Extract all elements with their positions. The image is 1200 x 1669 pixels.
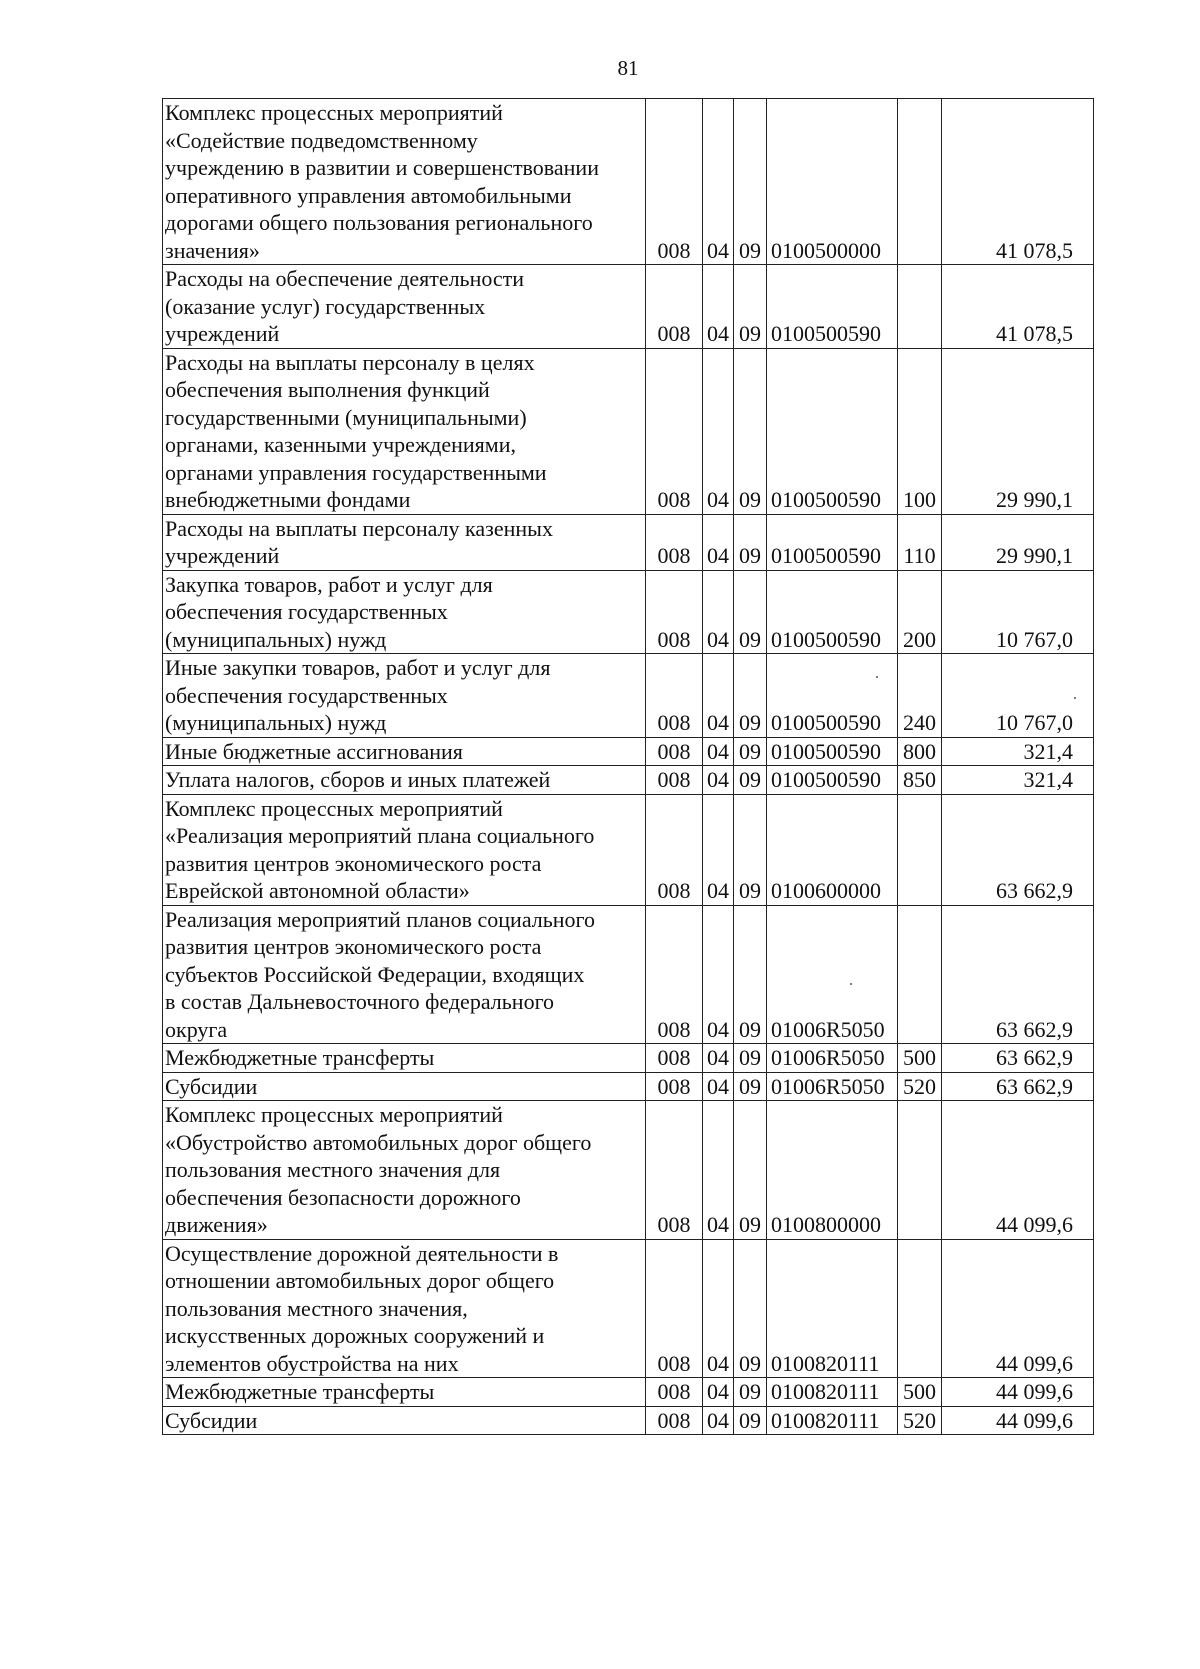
- ministry-code-cell: 008: [646, 1072, 703, 1101]
- ministry-code-cell: 008: [646, 1101, 703, 1240]
- description-cell: [163, 1239, 646, 1378]
- description-cell: [163, 794, 646, 905]
- expense-type-cell: 520: [898, 1072, 942, 1101]
- target-article-cell: 0100820111: [767, 1239, 898, 1378]
- amount-cell: 321,4: [942, 737, 1094, 766]
- subsection-code-cell: 09: [734, 766, 767, 795]
- description-line: дорогами общего пользования регионального: [165, 210, 593, 235]
- description-line: обеспечения государственных: [165, 682, 448, 708]
- target-article-cell: 0100500590: [767, 766, 898, 795]
- section-code-cell: 04: [703, 737, 734, 766]
- description-line: «Содействие подведомственному: [165, 127, 478, 153]
- description-line: округа: [165, 1016, 228, 1042]
- section-code-cell: 04: [703, 766, 734, 795]
- table-row: [163, 570, 1094, 654]
- table-row: [163, 1072, 1094, 1101]
- description-line: Комплекс процессных мероприятий: [165, 1102, 503, 1127]
- target-article-cell: 0100820111: [767, 1406, 898, 1435]
- ministry-code-cell: 008: [646, 514, 703, 570]
- description-line: «Реализация мероприятий плана социального: [165, 823, 595, 848]
- amount-cell: 29 990,1: [942, 514, 1094, 570]
- description-line: (муниципальных) нужд: [165, 626, 387, 652]
- description-line: обеспечения выполнения функций: [165, 377, 490, 402]
- subsection-code-cell: 09: [734, 99, 767, 265]
- description-cell: [163, 1101, 646, 1240]
- table-row: [163, 99, 1094, 265]
- ministry-code-cell: 008: [646, 1406, 703, 1435]
- description-cell: [163, 1044, 646, 1073]
- subsection-code-cell: 09: [734, 1406, 767, 1435]
- section-code-cell: 04: [703, 1101, 734, 1240]
- description-cell: [163, 766, 646, 795]
- description-line: Расходы на обеспечение деятельности: [165, 266, 525, 291]
- description-line: Субсидии: [165, 1073, 258, 1099]
- target-article-cell: 01006R5050: [767, 905, 898, 1044]
- expense-type-cell: 100: [898, 348, 942, 514]
- section-code-cell: 04: [703, 99, 734, 265]
- description-line: обеспечения государственных: [165, 599, 448, 624]
- amount-cell: 63 662,9: [942, 1044, 1094, 1073]
- section-code-cell: 04: [703, 1378, 734, 1407]
- description-line: Межбюджетные трансферты: [165, 1045, 435, 1070]
- description-line: развития центров экономического роста: [165, 850, 542, 876]
- subsection-code-cell: 09: [734, 1378, 767, 1407]
- section-code-cell: 04: [703, 794, 734, 905]
- description-line: элементов обустройства на них: [165, 1350, 459, 1376]
- description-line: Расходы на выплаты персоналу казенных: [165, 515, 553, 541]
- budget-table-body: [163, 99, 1094, 1435]
- description-line: субъектов Российской Федерации, входящих: [165, 961, 585, 987]
- expense-type-cell: 240: [898, 654, 942, 738]
- amount-cell: 41 078,5: [942, 99, 1094, 265]
- subsection-code-cell: 09: [734, 737, 767, 766]
- section-code-cell: 04: [703, 265, 734, 349]
- description-line: Уплата налогов, сборов и иных платежей: [165, 767, 551, 792]
- ministry-code-cell: 008: [646, 654, 703, 738]
- description-line: Расходы на выплаты персоналу в целях: [165, 349, 535, 375]
- ministry-code-cell: 008: [646, 265, 703, 349]
- expense-type-cell: [898, 905, 942, 1044]
- subsection-code-cell: 09: [734, 654, 767, 738]
- description-line: (оказание услуг) государственных: [165, 293, 486, 319]
- table-row: [163, 1044, 1094, 1073]
- expense-type-cell: 800: [898, 737, 942, 766]
- section-code-cell: 04: [703, 1406, 734, 1435]
- target-article-cell: 0100500590: [767, 265, 898, 349]
- description-line: обеспечения безопасности дорожного: [165, 1184, 521, 1210]
- target-article-cell: 0100500590: [767, 654, 898, 738]
- target-article-cell: 01006R5050: [767, 1072, 898, 1101]
- description-line: Комплекс процессных мероприятий: [165, 795, 503, 821]
- description-line: Межбюджетные трансферты: [165, 1379, 435, 1404]
- subsection-code-cell: 09: [734, 514, 767, 570]
- table-row: [163, 794, 1094, 905]
- description-line: движения»: [165, 1212, 268, 1237]
- description-cell: [163, 905, 646, 1044]
- description-cell: [163, 1406, 646, 1435]
- table-row: [163, 1239, 1094, 1378]
- subsection-code-cell: 09: [734, 905, 767, 1044]
- description-line: Иные бюджетные ассигнования: [165, 738, 463, 764]
- section-code-cell: 04: [703, 1072, 734, 1101]
- description-line: органами, казенными учреждениями,: [165, 432, 516, 457]
- table-row: [163, 1406, 1094, 1435]
- section-code-cell: 04: [703, 1239, 734, 1378]
- description-line: Закупка товаров, работ и услуг для: [165, 571, 493, 597]
- ministry-code-cell: 008: [646, 905, 703, 1044]
- description-cell: [163, 265, 646, 349]
- target-article-cell: 0100800000: [767, 1101, 898, 1240]
- description-line: Иные закупки товаров, работ и услуг для: [165, 655, 551, 680]
- description-line: внебюджетными фондами: [165, 487, 411, 512]
- target-article-cell: 0100820111: [767, 1378, 898, 1407]
- description-line: (муниципальных) нужд: [165, 710, 387, 735]
- expense-type-cell: [898, 1101, 942, 1240]
- amount-cell: 63 662,9: [942, 1072, 1094, 1101]
- table-row: [163, 1378, 1094, 1407]
- description-line: пользования местного значения,: [165, 1295, 468, 1321]
- table-row: [163, 348, 1094, 514]
- target-article-cell: 0100500590: [767, 570, 898, 654]
- page-number: 81: [617, 56, 639, 80]
- description-line: значения»: [165, 237, 260, 263]
- ministry-code-cell: 008: [646, 737, 703, 766]
- description-line: развития центров экономического роста: [165, 934, 542, 959]
- section-code-cell: 04: [703, 514, 734, 570]
- description-line: пользования местного значения для: [165, 1157, 501, 1182]
- expense-type-cell: 500: [898, 1378, 942, 1407]
- table-row: [163, 766, 1094, 795]
- description-line: Субсидии: [165, 1407, 258, 1433]
- subsection-code-cell: 09: [734, 1101, 767, 1240]
- expense-type-cell: [898, 265, 942, 349]
- scan-speck: [1074, 697, 1076, 699]
- description-line: в состав Дальневосточного федерального: [165, 989, 555, 1014]
- expense-type-cell: 520: [898, 1406, 942, 1435]
- description-cell: [163, 1072, 646, 1101]
- amount-cell: 10 767,0: [942, 654, 1094, 738]
- amount-cell: 10 767,0: [942, 570, 1094, 654]
- table-row: [163, 737, 1094, 766]
- subsection-code-cell: 09: [734, 1044, 767, 1073]
- subsection-code-cell: 09: [734, 348, 767, 514]
- amount-cell: 41 078,5: [942, 265, 1094, 349]
- scan-speck: [850, 983, 852, 985]
- amount-cell: 29 990,1: [942, 348, 1094, 514]
- section-code-cell: 04: [703, 654, 734, 738]
- ministry-code-cell: 008: [646, 570, 703, 654]
- amount-cell: 44 099,6: [942, 1406, 1094, 1435]
- expense-type-cell: [898, 99, 942, 265]
- target-article-cell: 01006R5050: [767, 1044, 898, 1073]
- subsection-code-cell: 09: [734, 1239, 767, 1378]
- description-cell: [163, 570, 646, 654]
- expense-type-cell: 850: [898, 766, 942, 795]
- table-row: [163, 265, 1094, 349]
- description-line: Осуществление дорожной деятельности в: [165, 1240, 559, 1266]
- section-code-cell: 04: [703, 905, 734, 1044]
- description-line: учреждению в развитии и совершенствовании: [165, 155, 599, 180]
- table-row: [163, 905, 1094, 1044]
- ministry-code-cell: 008: [646, 348, 703, 514]
- subsection-code-cell: 09: [734, 794, 767, 905]
- expense-type-cell: 110: [898, 514, 942, 570]
- description-line: Еврейской автономной области»: [165, 878, 470, 903]
- description-line: искусственных дорожных сооружений и: [165, 1323, 545, 1348]
- description-line: органами управления государственными: [165, 459, 547, 485]
- description-cell: [163, 514, 646, 570]
- subsection-code-cell: 09: [734, 265, 767, 349]
- target-article-cell: 0100500590: [767, 737, 898, 766]
- table-row: [163, 654, 1094, 738]
- description-line: учреждений: [165, 321, 280, 346]
- amount-cell: 63 662,9: [942, 794, 1094, 905]
- section-code-cell: 04: [703, 570, 734, 654]
- ministry-code-cell: 008: [646, 794, 703, 905]
- target-article-cell: 0100600000: [767, 794, 898, 905]
- budget-table: [162, 98, 1094, 1435]
- subsection-code-cell: 09: [734, 570, 767, 654]
- description-cell: [163, 1378, 646, 1407]
- target-article-cell: 0100500000: [767, 99, 898, 265]
- description-cell: [163, 99, 646, 265]
- description-line: «Обустройство автомобильных дорог общего: [165, 1129, 592, 1155]
- description-cell: [163, 737, 646, 766]
- ministry-code-cell: 008: [646, 1044, 703, 1073]
- target-article-cell: 0100500590: [767, 514, 898, 570]
- ministry-code-cell: 008: [646, 766, 703, 795]
- ministry-code-cell: 008: [646, 1239, 703, 1378]
- expense-type-cell: 200: [898, 570, 942, 654]
- table-row: [163, 1101, 1094, 1240]
- description-cell: [163, 654, 646, 738]
- amount-cell: 44 099,6: [942, 1239, 1094, 1378]
- description-line: Реализация мероприятий планов социального: [165, 906, 596, 932]
- description-line: Комплекс процессных мероприятий: [165, 100, 503, 125]
- description-line: учреждений: [165, 543, 280, 568]
- description-cell: [163, 348, 646, 514]
- table-row: [163, 514, 1094, 570]
- description-line: государственными (муниципальными): [165, 404, 527, 430]
- scan-speck: [876, 676, 878, 678]
- description-line: оперативного управления автомобильными: [165, 182, 572, 208]
- expense-type-cell: [898, 794, 942, 905]
- ministry-code-cell: 008: [646, 1378, 703, 1407]
- ministry-code-cell: 008: [646, 99, 703, 265]
- description-line: отношении автомобильных дорог общего: [165, 1268, 555, 1293]
- amount-cell: 321,4: [942, 766, 1094, 795]
- expense-type-cell: [898, 1239, 942, 1378]
- amount-cell: 44 099,6: [942, 1101, 1094, 1240]
- subsection-code-cell: 09: [734, 1072, 767, 1101]
- section-code-cell: 04: [703, 1044, 734, 1073]
- amount-cell: 63 662,9: [942, 905, 1094, 1044]
- amount-cell: 44 099,6: [942, 1378, 1094, 1407]
- expense-type-cell: 500: [898, 1044, 942, 1073]
- section-code-cell: 04: [703, 348, 734, 514]
- target-article-cell: 0100500590: [767, 348, 898, 514]
